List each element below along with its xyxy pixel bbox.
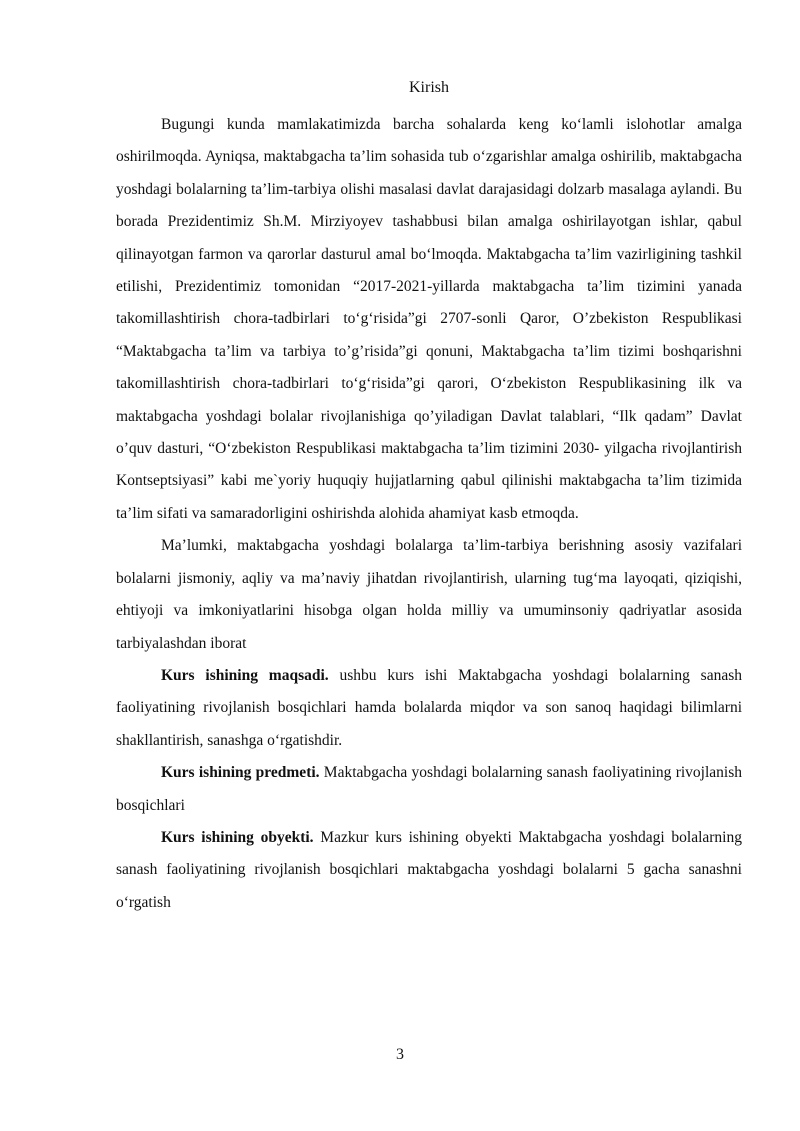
paragraph-obyekti (116, 822, 742, 919)
paragraph-predmeti (116, 757, 742, 822)
paragraph-maqsadi (116, 660, 742, 757)
paragraph-malumki (116, 530, 742, 660)
paragraph-lead-obyekti: Kurs ishining obyekti. (161, 828, 314, 846)
paragraph-text: Bugungi kunda mamlakatimizda barcha sohalarda keng ko‘lamli islohotlar amalga oshirilmoqda. Ayniqsa, maktabgacha ta’lim sohasida tub o‘zgarishlar amalga oshirilib, maktabgacha yoshdagi bolalarning ta’lim-tarbiya olishi masalasi davlat darajasidagi dolzarb masalaga aylandi. Bu borada Prezidentimiz Sh.M. Mirziyoyev tashabbusi bilan amalga oshirilayotgan ishlar, qabul qilinayotgan farmon va qarorlar dasturul amal bo‘lmoqda. Maktabgacha ta’lim vazirligining tashkil etilishi, Prezidentimiz tomonidan “2017-2021-yillarda maktabgacha ta’lim tizimini yanada takomillashtirish chora-tadbirlari to‘g‘risida”gi 2707-sonli Qaror, O’zbekiston Respublikasi “Maktabgacha ta’lim va tarbiya to’g’risida”gi qonuni, Maktabgacha ta’lim tizimi boshqarishni takomillashtirish chora-tadbirlari to‘g‘risida”gi qarori, O‘zbekiston Respublikasining ilk va maktabgacha yoshdagi bolalar rivojlanishiga qo’yiladigan Davlat talablari, “Ilk qadam” Davlat o’quv dasturi, “O‘zbekiston Respublikasi maktabgacha ta’lim tizimini 2030- yilgacha rivojlantirish Kontseptsiyasi” kabi me`yoriy huquqiy hujjatlarning qabul qilinishi maktabgacha ta’lim tizimida ta’lim sifati va samaradorligini oshirishda alohida ahamiyat kasb etmoqda. (116, 116, 742, 522)
paragraph-text: Mazkur kurs ishining obyekti Maktabgacha yoshdagi bolalarning sanash faoliyatining rivojlanish bosqichlari maktabgacha yoshdagi bolalarni 5 gacha sanashni o‘rgatish (116, 828, 742, 911)
paragraph-text: Ma’lumki, maktabgacha yoshdagi bolalarga ta’lim-tarbiya berishning asosiy vazifalari bolalarni jismoniy, aqliy va ma’naviy jihatdan rivojlantirish, ularning tug‘ma layoqati, qiziqishi, ehtiyoji va imkoniyatlarini hisobga olgan holda milliy va umuminsoniy qadriyatlar asosida tarbiyalashdan iborat (116, 537, 742, 652)
paragraph-intro (116, 109, 742, 530)
paragraph-text: Maktabgacha yoshdagi bolalarning sanash faoliyatining rivojlanish bosqichlari (116, 764, 742, 814)
page-number: 3 (396, 1046, 404, 1063)
paragraph-lead-maqsadi: Kurs ishining maqsadi. (161, 666, 329, 684)
paragraph-lead-predmeti: Kurs ishining predmeti. (161, 764, 320, 782)
paragraph-text: ushbu kurs ishi Maktabgacha yoshdagi bolalarning sanash faoliyatining rivojlanish bosqichlari hamda bolalarda miqdor va son sanoq haqidagi bilimlarni shakllantirish, sanashga o‘rgatishdir. (116, 666, 742, 749)
section-title: Kirish (409, 79, 449, 96)
document-page (116, 78, 742, 919)
